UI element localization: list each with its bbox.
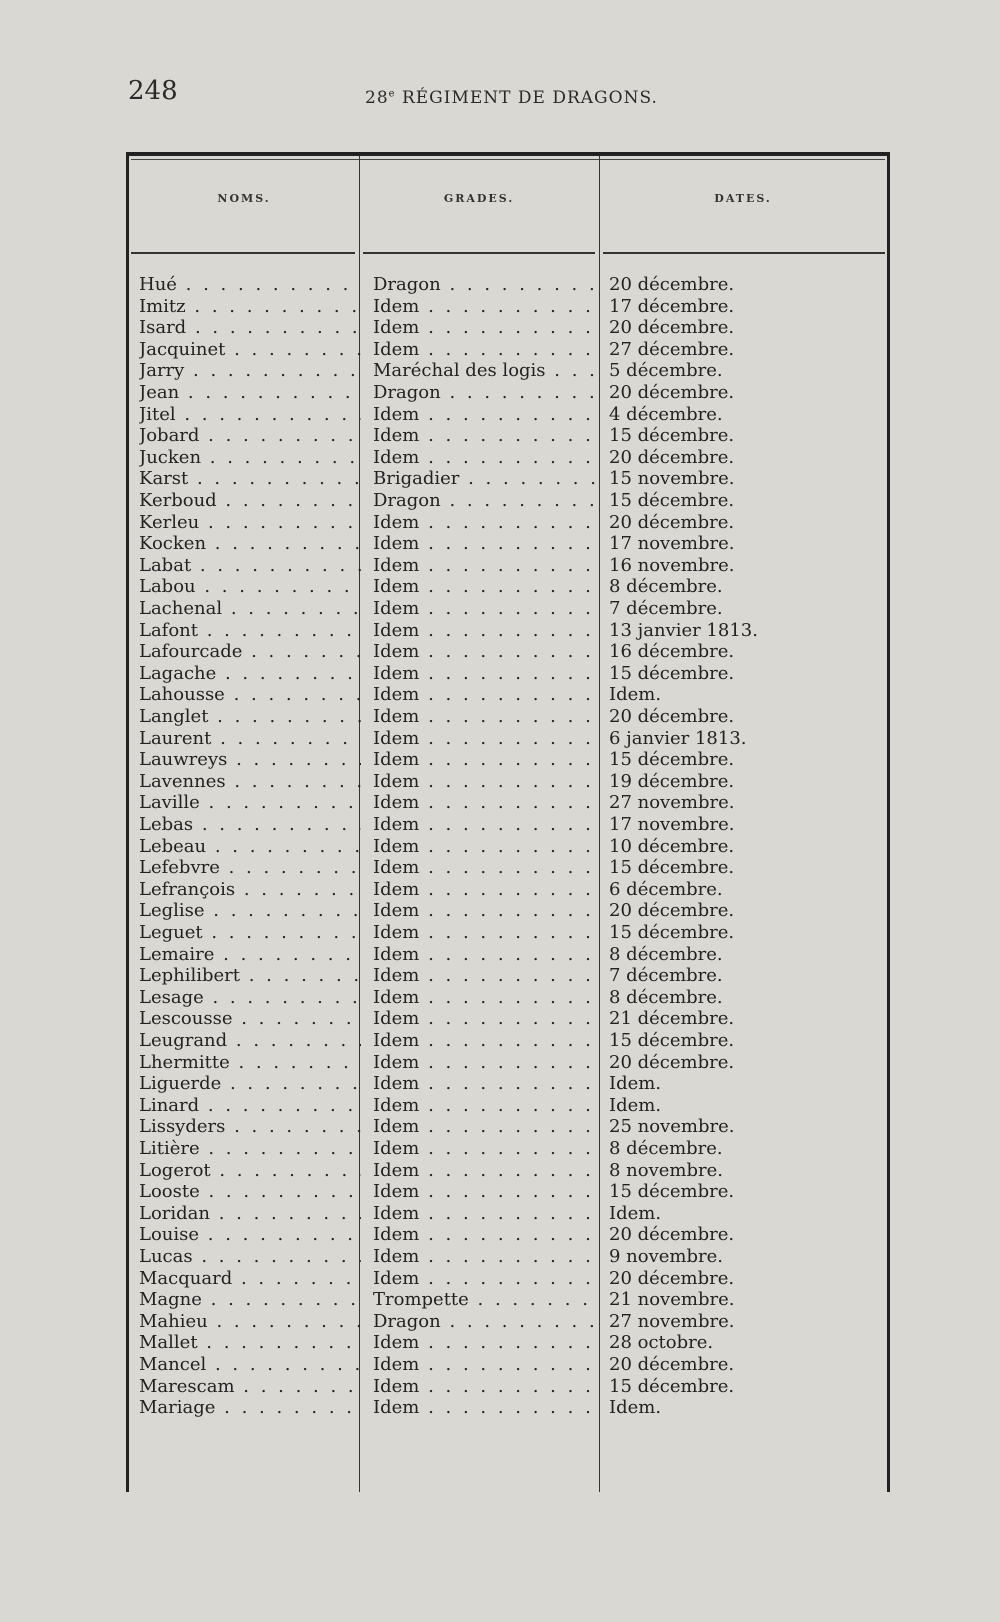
running-title: [365, 88, 658, 108]
grade-cell: Idem . . .: [373, 857, 601, 879]
name-cell: Laurent . . .: [139, 728, 361, 750]
date-cell: 20 décembre.: [609, 900, 735, 922]
grade-cell: Dragon . . .: [373, 1311, 601, 1333]
table-row: [129, 576, 887, 598]
grade-cell: Idem . . .: [373, 749, 601, 771]
grade-cell: Maréchal des logis . . .: [373, 360, 601, 382]
grade-cell: Idem . . .: [373, 1138, 601, 1160]
table-row: [129, 663, 887, 685]
name-cell: Lauwreys . . .: [139, 749, 361, 771]
grade-cell: Idem . . .: [373, 1354, 601, 1376]
table-row: [129, 641, 887, 663]
date-cell: 7 décembre.: [609, 965, 723, 987]
table-row: [129, 512, 887, 534]
grade-cell: Idem . . .: [373, 1073, 601, 1095]
table-row: [129, 1008, 887, 1030]
grade-cell: Idem . . .: [373, 922, 601, 944]
date-cell: Idem.: [609, 1073, 662, 1095]
table-row: [129, 879, 887, 901]
column-header-names: NOMS.: [217, 192, 271, 205]
roster-table: [126, 152, 890, 1492]
date-cell: 15 décembre.: [609, 490, 735, 511]
date-cell: 9 novembre.: [609, 1246, 723, 1267]
table-row: [129, 1376, 887, 1398]
table-row: [129, 1246, 887, 1268]
table-row: [129, 706, 887, 728]
date-cell: 8 décembre.: [609, 576, 723, 598]
grade-cell: Idem . . .: [373, 965, 601, 987]
table-row: [129, 1332, 887, 1354]
table-row: [129, 360, 887, 382]
grade-cell: Idem . . .: [373, 814, 601, 836]
name-cell: Jacquinet . . .: [139, 339, 361, 361]
date-cell: 20 décembre.: [609, 1354, 735, 1375]
name-cell: Laville . . .: [139, 792, 361, 814]
name-cell: Lavennes . . .: [139, 771, 361, 793]
name-cell: Macquard . . .: [139, 1268, 361, 1290]
date-cell: 6 décembre.: [609, 878, 723, 900]
grade-cell: Idem . . .: [373, 447, 601, 469]
date-cell: 15 décembre.: [609, 922, 735, 943]
grade-cell: Idem . . .: [373, 1095, 601, 1117]
grade-cell: Idem . . .: [373, 1376, 601, 1398]
table-row: [129, 728, 887, 750]
column-header-dates: DATES.: [714, 192, 772, 205]
table-row: [129, 404, 887, 426]
date-cell: 20 décembre.: [609, 1267, 735, 1289]
date-cell: 15 décembre.: [609, 1375, 735, 1397]
date-cell: 21 décembre.: [609, 1008, 735, 1030]
date-cell: 25 novembre.: [609, 1116, 735, 1138]
table-row: [129, 792, 887, 814]
grade-cell: Idem . . .: [373, 684, 601, 706]
name-cell: Jitel . . .: [139, 404, 361, 426]
table-row: [129, 814, 887, 836]
table-row: [129, 684, 887, 706]
grade-cell: Idem . . .: [373, 728, 601, 750]
grade-cell: Idem . . .: [373, 879, 601, 901]
name-cell: Lissyders . . .: [139, 1116, 361, 1138]
name-cell: Kocken . . .: [139, 533, 361, 555]
name-cell: Jean . . .: [139, 382, 361, 404]
date-cell: 5 décembre.: [609, 360, 723, 382]
table-row: [129, 468, 887, 490]
grade-cell: Idem . . .: [373, 641, 601, 663]
table-row: [129, 1289, 887, 1311]
date-cell: 17 novembre.: [609, 814, 735, 835]
grade-cell: Idem . . .: [373, 1008, 601, 1030]
header-rule: [131, 252, 355, 254]
name-cell: Mallet . . .: [139, 1332, 361, 1354]
name-cell: Mahieu . . .: [139, 1311, 361, 1333]
table-row: [129, 1030, 887, 1052]
name-cell: Lemaire . . .: [139, 944, 361, 966]
grade-cell: Idem . . .: [373, 512, 601, 534]
date-cell: 7 décembre.: [609, 598, 723, 619]
table-row: [129, 965, 887, 987]
date-cell: 28 octobre.: [609, 1332, 714, 1354]
grade-cell: Idem . . .: [373, 339, 601, 361]
name-cell: Loridan . . .: [139, 1203, 361, 1225]
title-text: RÉGIMENT DE DRAGONS.: [395, 88, 658, 108]
name-cell: Lagache . . .: [139, 663, 361, 685]
date-cell: 20 décembre.: [609, 706, 735, 727]
name-cell: Litière . . .: [139, 1138, 361, 1160]
table-row: [129, 339, 887, 361]
name-cell: Logerot . . .: [139, 1160, 361, 1182]
date-cell: Idem.: [609, 1094, 662, 1116]
date-cell: 13 janvier 1813.: [609, 619, 758, 641]
name-cell: Marescam . . .: [139, 1376, 361, 1398]
grade-cell: Idem . . .: [373, 296, 601, 318]
name-cell: Liguerde . . .: [139, 1073, 361, 1095]
table-row: [129, 274, 887, 296]
table-row: [129, 296, 887, 318]
grade-cell: Idem . . .: [373, 792, 601, 814]
grade-cell: Idem . . .: [373, 620, 601, 642]
name-cell: Kerboud . . .: [139, 490, 361, 512]
name-cell: Lephilibert . . .: [139, 965, 361, 987]
table-row: [129, 900, 887, 922]
date-cell: 15 décembre.: [609, 662, 735, 684]
name-cell: Linard . . .: [139, 1095, 361, 1117]
table-row: [129, 1203, 887, 1225]
table-row: [129, 1311, 887, 1333]
table-row: [129, 1116, 887, 1138]
grade-cell: Idem . . .: [373, 706, 601, 728]
name-cell: Lefebvre . . .: [139, 857, 361, 879]
table-row: [129, 620, 887, 642]
date-cell: 4 décembre.: [609, 403, 723, 425]
header-rule: [363, 252, 595, 254]
date-cell: Idem.: [609, 1202, 662, 1224]
name-cell: Langlet . . .: [139, 706, 361, 728]
date-cell: 8 novembre.: [609, 1159, 723, 1181]
date-cell: 20 décembre.: [609, 382, 735, 403]
date-cell: 16 novembre.: [609, 554, 735, 576]
date-cell: Idem.: [609, 1397, 662, 1419]
date-cell: 15 novembre.: [609, 468, 735, 490]
grade-cell: Idem . . .: [373, 598, 601, 620]
grade-cell: Idem . . .: [373, 987, 601, 1009]
table-row: [129, 749, 887, 771]
grade-cell: Idem . . .: [373, 555, 601, 577]
table-row: [129, 555, 887, 577]
date-cell: 6 janvier 1813.: [609, 727, 747, 749]
grade-cell: Idem . . .: [373, 1224, 601, 1246]
name-cell: Lhermitte . . .: [139, 1052, 361, 1074]
name-cell: Leguet . . .: [139, 922, 361, 944]
date-cell: 20 décembre.: [609, 1224, 735, 1246]
name-cell: Imitz . . .: [139, 296, 361, 318]
name-cell: Leugrand . . .: [139, 1030, 361, 1052]
name-cell: Lebeau . . .: [139, 836, 361, 858]
name-cell: Lefrançois . . .: [139, 879, 361, 901]
grade-cell: Dragon . . .: [373, 274, 601, 296]
table-row: [129, 447, 887, 469]
name-cell: Lahousse . . .: [139, 684, 361, 706]
name-cell: Labou . . .: [139, 576, 361, 598]
name-cell: Jarry . . .: [139, 360, 361, 382]
grade-cell: Trompette . . .: [373, 1289, 601, 1311]
date-cell: 8 décembre.: [609, 1138, 723, 1159]
grade-cell: Idem . . .: [373, 533, 601, 555]
name-cell: Lescousse . . .: [139, 1008, 361, 1030]
name-cell: Mariage . . .: [139, 1397, 361, 1419]
table-row: [129, 1095, 887, 1117]
date-cell: 17 décembre.: [609, 295, 735, 317]
date-cell: 20 décembre.: [609, 1051, 735, 1073]
grade-cell: Idem . . .: [373, 1181, 601, 1203]
date-cell: 15 décembre.: [609, 1030, 735, 1051]
name-cell: Magne . . .: [139, 1289, 361, 1311]
name-cell: Hué . . .: [139, 274, 361, 296]
date-cell: 17 novembre.: [609, 533, 735, 555]
title-ordinal: 28: [365, 88, 389, 108]
name-cell: Lachenal . . .: [139, 598, 361, 620]
date-cell: 20 décembre.: [609, 511, 735, 533]
table-row: [129, 836, 887, 858]
table-row: [129, 1268, 887, 1290]
table-row: [129, 382, 887, 404]
name-cell: Leglise . . .: [139, 900, 361, 922]
date-cell: 15 décembre.: [609, 857, 735, 879]
table-row: [129, 987, 887, 1009]
date-cell: 15 décembre.: [609, 749, 735, 771]
page-number: 248: [128, 76, 178, 106]
date-cell: 19 décembre.: [609, 770, 735, 792]
date-cell: 27 novembre.: [609, 792, 735, 814]
date-cell: 16 décembre.: [609, 641, 735, 663]
date-cell: 15 décembre.: [609, 1181, 735, 1203]
grade-cell: Idem . . .: [373, 425, 601, 447]
grade-cell: Idem . . .: [373, 1332, 601, 1354]
grade-cell: Idem . . .: [373, 1246, 601, 1268]
name-cell: Lafont . . .: [139, 620, 361, 642]
table-row: [129, 1138, 887, 1160]
grade-cell: Idem . . .: [373, 1268, 601, 1290]
grade-cell: Idem . . .: [373, 1052, 601, 1074]
date-cell: Idem.: [609, 684, 662, 706]
table-row: [129, 857, 887, 879]
grade-cell: Dragon . . .: [373, 382, 601, 404]
grade-cell: Idem . . .: [373, 317, 601, 339]
table-row: [129, 533, 887, 555]
name-cell: Jobard . . .: [139, 425, 361, 447]
grade-cell: Idem . . .: [373, 944, 601, 966]
table-row: [129, 1181, 887, 1203]
table-row: [129, 317, 887, 339]
grade-cell: Brigadier . . .: [373, 468, 601, 490]
date-cell: 20 décembre.: [609, 274, 735, 295]
date-cell: 20 décembre.: [609, 446, 735, 468]
name-cell: Mancel . . .: [139, 1354, 361, 1376]
table-row: [129, 771, 887, 793]
date-cell: 27 novembre.: [609, 1310, 735, 1332]
date-cell: 8 décembre.: [609, 986, 723, 1008]
grade-cell: Idem . . .: [373, 900, 601, 922]
name-cell: Louise . . .: [139, 1224, 361, 1246]
name-cell: Looste . . .: [139, 1181, 361, 1203]
grade-cell: Dragon . . .: [373, 490, 601, 512]
column-header-grades: GRADES.: [443, 192, 515, 205]
table-row: [129, 944, 887, 966]
table-row: [129, 1224, 887, 1246]
name-cell: Jucken . . .: [139, 447, 361, 469]
table-row: [129, 1160, 887, 1182]
grade-cell: Idem . . .: [373, 1160, 601, 1182]
grade-cell: Idem . . .: [373, 771, 601, 793]
name-cell: Karst . . .: [139, 468, 361, 490]
grade-cell: Idem . . .: [373, 836, 601, 858]
name-cell: Lucas . . .: [139, 1246, 361, 1268]
date-cell: 20 décembre.: [609, 317, 735, 339]
table-row: [129, 425, 887, 447]
date-cell: 10 décembre.: [609, 835, 735, 857]
date-cell: 21 novembre.: [609, 1289, 735, 1311]
name-cell: Lebas . . .: [139, 814, 361, 836]
grade-cell: Idem . . .: [373, 404, 601, 426]
grade-cell: Idem . . .: [373, 1116, 601, 1138]
name-cell: Isard . . .: [139, 317, 361, 339]
table-row: [129, 598, 887, 620]
table-row: [129, 1073, 887, 1095]
table-row: [129, 1354, 887, 1376]
name-cell: Kerleu . . .: [139, 512, 361, 534]
date-cell: 8 décembre.: [609, 943, 723, 965]
grade-cell: Idem . . .: [373, 663, 601, 685]
grade-cell: Idem . . .: [373, 576, 601, 598]
table-row: [129, 1397, 887, 1419]
name-cell: Labat . . .: [139, 555, 361, 577]
table-row: [129, 490, 887, 512]
date-cell: 27 décembre.: [609, 338, 735, 360]
header-rule: [603, 252, 885, 254]
table-row: [129, 1052, 887, 1074]
name-cell: Lesage . . .: [139, 987, 361, 1009]
grade-cell: Idem . . .: [373, 1397, 601, 1419]
grade-cell: Idem . . .: [373, 1030, 601, 1052]
title-ordinal-suffix: e: [388, 88, 396, 100]
table-row: [129, 922, 887, 944]
name-cell: Lafourcade . . .: [139, 641, 361, 663]
date-cell: 15 décembre.: [609, 425, 735, 447]
grade-cell: Idem . . .: [373, 1203, 601, 1225]
